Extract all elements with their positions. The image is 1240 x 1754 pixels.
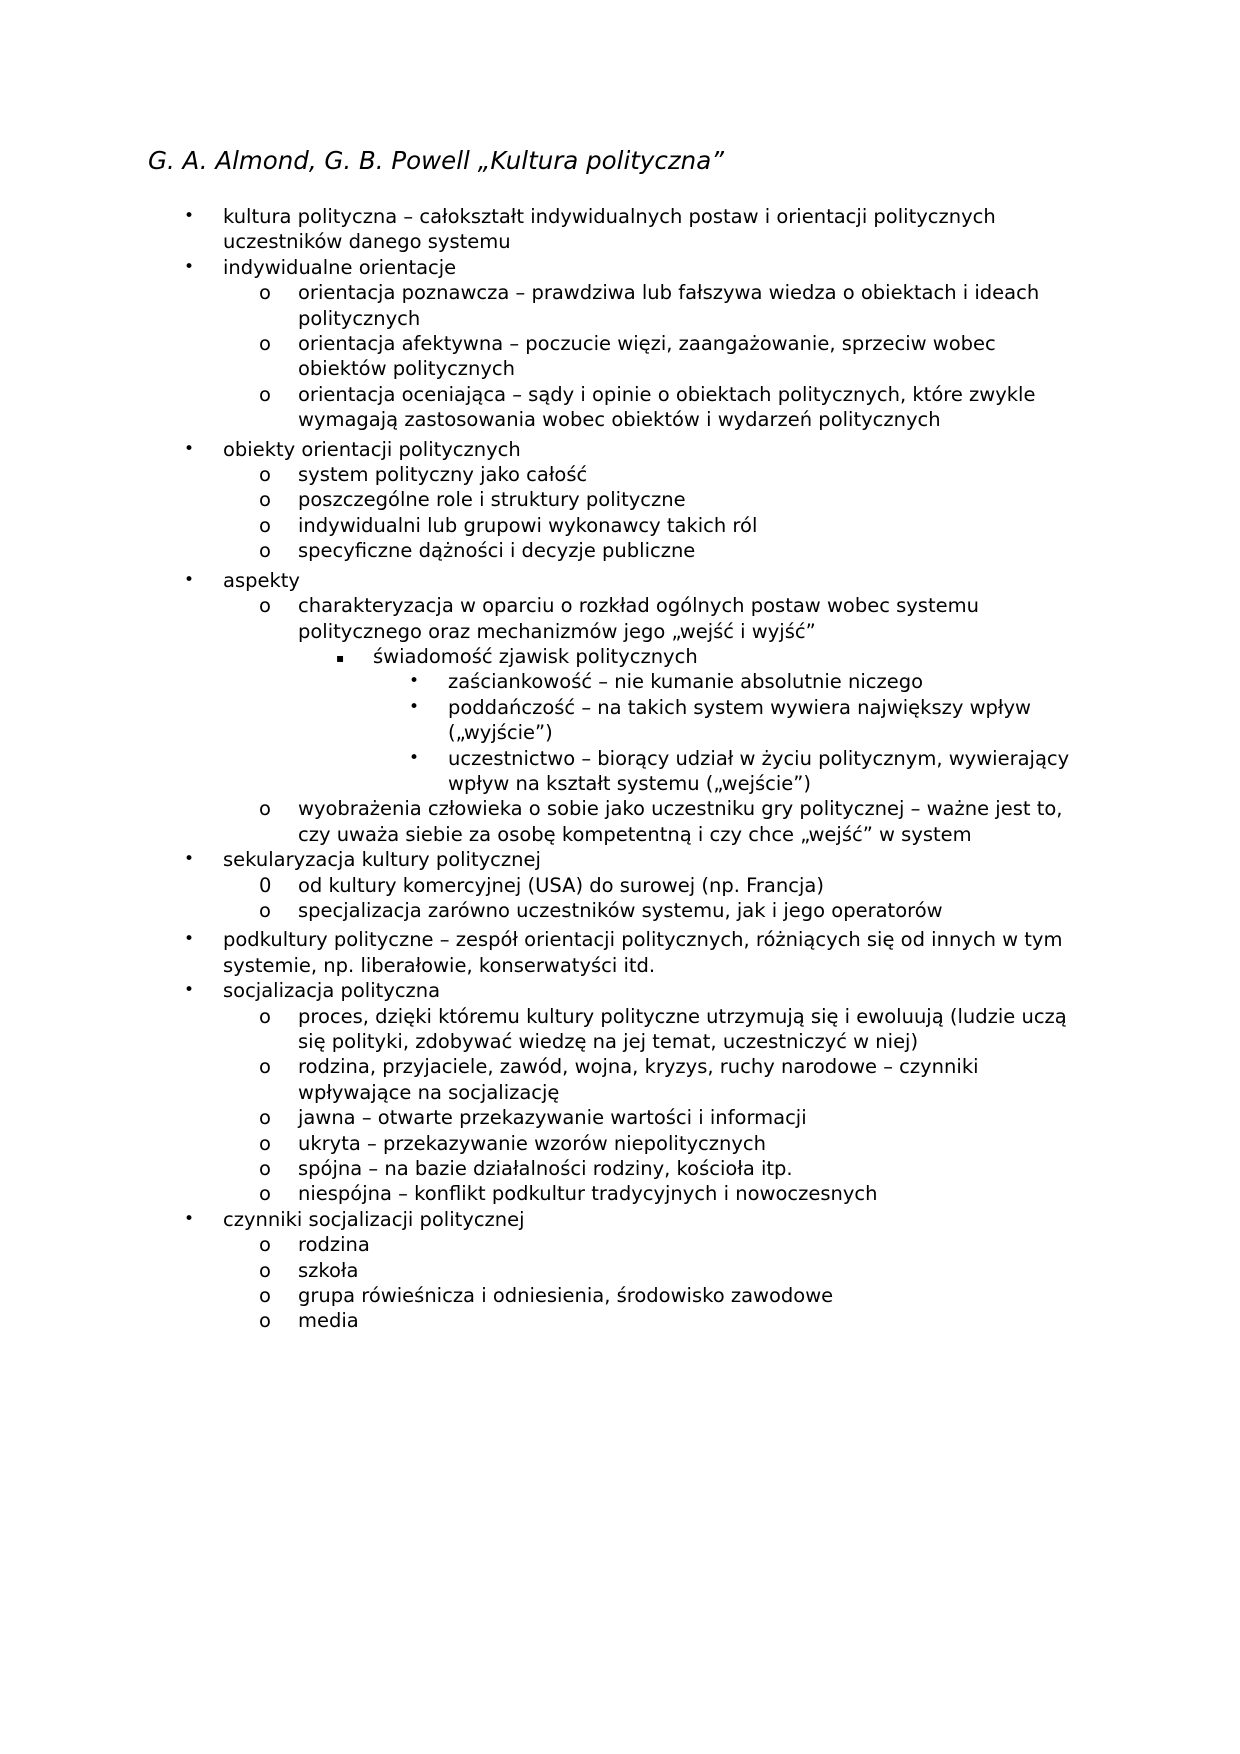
bullet-marker: • <box>184 980 195 1001</box>
list-item <box>0 927 1085 978</box>
circle-marker: o <box>259 539 271 563</box>
circle-marker: o <box>259 797 271 821</box>
list-item-text: sekularyzacja kultury politycznej <box>223 848 541 872</box>
list-item <box>223 593 1090 796</box>
bullet-marker: • <box>409 696 420 717</box>
bullet-marker: • <box>184 929 195 950</box>
bullet-marker: • <box>184 849 195 870</box>
circle-marker: o <box>259 332 271 356</box>
list-item <box>223 796 1090 847</box>
list-item-text: kultura polityczna – całokształt indywidualnych postaw i orientacji politycznych uczestników danego systemu <box>223 205 996 254</box>
list-item <box>0 437 1085 564</box>
sub-list <box>223 462 1085 564</box>
list-item <box>223 382 1090 433</box>
circle-marker: o <box>259 1309 271 1333</box>
circle-marker: o <box>259 1004 271 1028</box>
list-item-text: podkultury polityczne – zespół orientacji politycznych, różniących się od innych w tym systemie, np. liberałowie, konserwatyści itd. <box>223 928 1063 977</box>
list-item-text: rodzina, przyjaciele, zawód, wojna, kryzys, ruchy narodowe – czynniki wpływające na socjalizację <box>298 1055 979 1104</box>
list-item-text: od kultury komercyjnej (USA) do surowej (np. Francja) <box>298 873 824 897</box>
list-item <box>223 1156 1090 1181</box>
list-item-text: orientacja afektywna – poczucie więzi, zaangażowanie, sprzeciw wobec obiektów politycznych <box>298 332 996 381</box>
zero-marker: 0 <box>259 873 272 897</box>
list-item-text: spójna – na bazie działalności rodziny, kościoła itp. <box>298 1157 793 1181</box>
circle-marker: o <box>259 594 271 618</box>
list-item <box>298 644 1090 796</box>
list-item <box>223 462 1090 487</box>
bullet-marker: • <box>409 747 420 768</box>
circle-marker: o <box>259 1284 271 1308</box>
list-item-text: media <box>298 1309 359 1333</box>
list-item-text: aspekty <box>223 568 300 592</box>
list-item <box>223 487 1090 512</box>
list-item-text: specjalizacja zarówno uczestników systemu, jak i jego operatorów <box>298 898 943 922</box>
list-item <box>223 1131 1090 1156</box>
list-item-text: charakteryzacja w oparciu o rozkład ogólnych postaw wobec systemu politycznego oraz mechanizmów jego „wejść i wyjść” <box>298 594 979 643</box>
bullet-marker: • <box>184 206 195 226</box>
list-item <box>0 847 1085 923</box>
list-item <box>223 1105 1090 1130</box>
sub-list <box>223 1232 1085 1334</box>
list-item-text: orientacja oceniająca – sądy i opinie o obiektach politycznych, które zwykle wymagają zastosowania wobec obiektów i wydarzeń politycznych <box>298 382 1036 432</box>
circle-marker: o <box>259 513 271 537</box>
list-item <box>0 1207 1085 1334</box>
list-item-text: poszczególne role i struktury polityczne <box>298 488 686 512</box>
circle-marker: o <box>259 1055 271 1079</box>
list-item <box>223 1004 1090 1055</box>
list-item-text: indywidualni lub grupowi wykonawcy takich ról <box>298 513 758 537</box>
list-item-text: socjalizacja polityczna <box>223 979 441 1003</box>
list-item <box>223 1232 1090 1257</box>
list-item-text: grupa rówieśnicza i odniesienia, środowisko zawodowe <box>298 1284 834 1308</box>
list-item <box>223 331 1090 382</box>
square-marker: ▪ <box>336 650 345 665</box>
circle-marker: o <box>259 488 271 512</box>
list-item <box>0 204 1085 255</box>
list-item <box>223 538 1090 563</box>
list-item <box>223 873 1090 898</box>
circle-marker: o <box>259 1131 271 1155</box>
bullet-marker: • <box>184 256 195 277</box>
list-item-text: obiekty orientacji politycznych <box>223 437 521 461</box>
circle-marker: o <box>259 1258 271 1282</box>
circle-marker: o <box>259 1233 271 1257</box>
list-item <box>223 513 1090 538</box>
list-item-text: zaściankowość – nie kumanie absolutnie niczego <box>448 670 924 694</box>
sub-list <box>223 1004 1085 1207</box>
list-item-text: jawna – otwarte przekazywanie wartości i informacji <box>298 1106 807 1130</box>
circle-marker: o <box>259 463 271 487</box>
list-item-text: niespójna – konflikt podkultur tradycyjnych i nowoczesnych <box>298 1182 878 1206</box>
outline-list <box>0 204 1240 1334</box>
circle-marker: o <box>259 1106 271 1130</box>
list-item <box>223 1054 1090 1105</box>
list-item-text: szkoła <box>298 1258 359 1282</box>
list-item-text: orientacja poznawcza – prawdziwa lub fałszywa wiedza o obiektach i ideach politycznych <box>298 281 1040 330</box>
list-item <box>223 1308 1090 1333</box>
sub-list <box>373 669 1090 796</box>
list-item <box>373 695 1090 746</box>
bullet-marker: • <box>184 438 195 459</box>
list-item-text: ukryta – przekazywanie wzorów niepolitycznych <box>298 1131 766 1155</box>
list-item-text: system polityczny jako całość <box>298 463 588 487</box>
list-item <box>223 1181 1090 1206</box>
document-title: G. A. Almond, G. B. Powell „Kultura polityczna” <box>148 146 724 175</box>
bullet-marker: • <box>409 671 420 692</box>
list-item-text: poddańczość – na takich system wywiera największy wpływ („wyjście”) <box>448 695 1031 745</box>
list-item-text: rodzina <box>298 1233 370 1257</box>
circle-marker: o <box>259 1157 271 1181</box>
list-item <box>0 568 1085 847</box>
list-item-text: czynniki socjalizacji politycznej <box>223 1207 525 1231</box>
list-item-text: wyobrażenia człowieka o sobie jako uczestniku gry politycznej – ważne jest to, czy uważa siebie za osobę kompetentną i czy chce „wejść” w system <box>298 797 1063 846</box>
circle-marker: o <box>259 382 271 406</box>
list-item <box>373 746 1090 797</box>
list-item <box>223 1258 1090 1283</box>
list-item <box>373 669 1090 694</box>
list-item-text: indywidualne orientacje <box>223 255 457 279</box>
bullet-marker: • <box>184 1208 195 1229</box>
circle-marker: o <box>259 1182 271 1206</box>
circle-marker: o <box>259 281 271 305</box>
sub-list <box>223 593 1085 847</box>
list-item-text: świadomość zjawisk politycznych <box>373 644 698 668</box>
list-item <box>0 255 1085 433</box>
sub-list <box>223 280 1085 432</box>
list-item-text: uczestnictwo – biorący udział w życiu politycznym, wywierający wpływ na kształt systemu („wejście”) <box>448 746 1070 795</box>
list-item <box>0 978 1085 1207</box>
list-item <box>223 280 1090 331</box>
list-item <box>223 898 1090 923</box>
list-item-text: specyficzne dążności i decyzje publiczne <box>298 539 696 563</box>
bullet-marker: • <box>184 569 195 590</box>
list-item-text: proces, dzięki któremu kultury polityczne utrzymują się i ewoluują (ludzie uczą się polityki, zdobywać wiedzę na jej temat, uczestniczyć w niej) <box>298 1004 1067 1053</box>
circle-marker: o <box>259 898 271 922</box>
sub-list <box>223 873 1085 924</box>
list-item <box>223 1283 1090 1308</box>
sub-list <box>298 644 1090 796</box>
